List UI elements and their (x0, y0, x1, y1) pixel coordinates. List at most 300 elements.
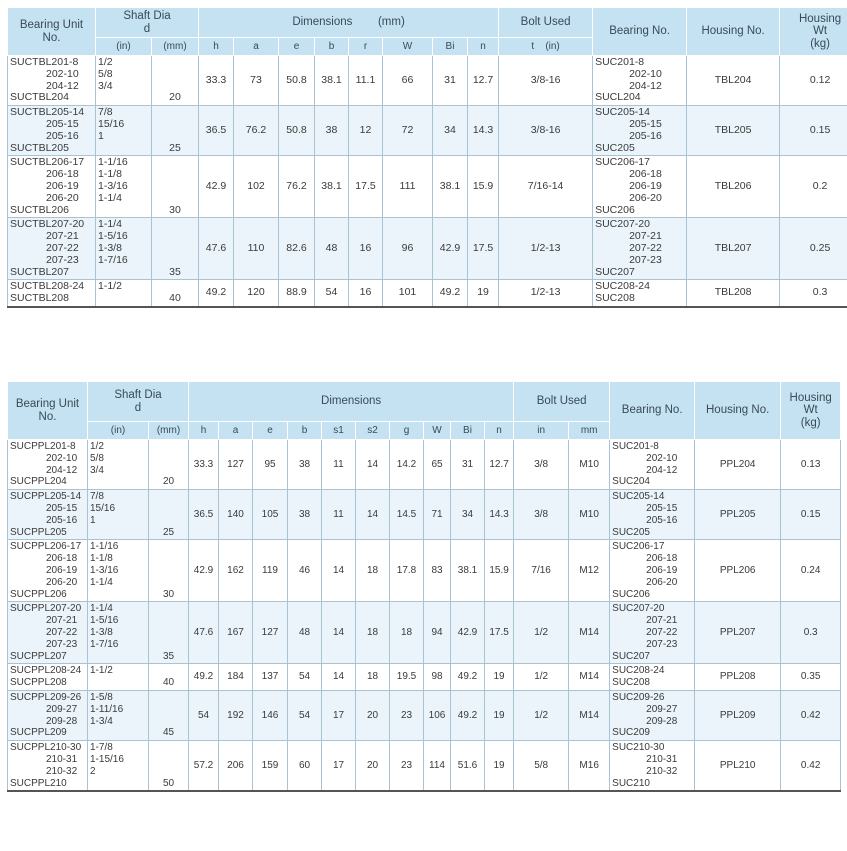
dim-g-cell: 17.8 (390, 540, 424, 602)
dim-a-cell: 140 (219, 490, 253, 540)
unit-line: SUCTBL204 (10, 91, 69, 104)
inch-line: 1-7/8 (90, 742, 113, 754)
housing-no-cell: PPL208 (695, 664, 781, 691)
subheader-cell: W (424, 422, 451, 440)
dim-s2-cell: 20 (356, 741, 390, 792)
bearing-no-cell (593, 56, 687, 106)
inch-line: 1-11/16 (90, 703, 124, 715)
bolt-bin-cell: 7/16 (514, 540, 569, 602)
unit-line: SUCTBL206 (10, 203, 69, 216)
bearing-unit-cell (8, 106, 96, 156)
bearing-line: 207-21 (629, 230, 662, 243)
dim-e-cell: 146 (253, 690, 288, 740)
subheader-cell: r (349, 38, 383, 56)
unit-line: SUCPPL204 (10, 476, 67, 488)
unit-line: SUCPPL210-30 (10, 742, 82, 754)
unit-line: SUCTBL205-14 (10, 106, 85, 119)
housing-wt-cell: 0.15 (781, 490, 841, 540)
unit-line: SUCTBL201-8 (10, 56, 79, 68)
bearing-line: 207-22 (629, 241, 662, 254)
housing-wt-cell: 0.13 (781, 440, 841, 490)
shaft-mm-cell: 35 (149, 602, 189, 664)
dim-s2-cell: 14 (356, 490, 390, 540)
subheader-cell: (in) (96, 38, 152, 56)
dim-w-cell: 66 (383, 56, 433, 106)
bearing-line: 205-15 (646, 502, 678, 514)
subheader-cell: n (468, 38, 499, 56)
bearing-line: 210-31 (646, 753, 678, 765)
subheader-cell: a (234, 38, 279, 56)
bearing-no-cell (610, 440, 695, 490)
subheader-cell: (in) (88, 422, 149, 440)
bearing-unit-cell (8, 156, 96, 218)
inch-line: 1 (90, 514, 96, 526)
bolt-bmm-cell: M12 (569, 540, 610, 602)
bearing-line: 207-23 (646, 638, 678, 650)
inch-line: 1-1/4 (90, 603, 113, 615)
unit-line: 209-27 (46, 703, 78, 715)
dim-b-cell: 54 (288, 690, 322, 740)
housing-no-cell: PPL205 (695, 490, 781, 540)
shaft-in-cell (96, 218, 152, 280)
inch-line: 5/8 (98, 67, 113, 80)
inch-line: 3/4 (90, 464, 104, 476)
inch-line: 1-1/2 (90, 665, 113, 677)
dim-n-cell: 19 (485, 690, 514, 740)
bearing-no-cell (610, 741, 695, 792)
shaft-in-cell (96, 106, 152, 156)
shaft-in-cell (88, 741, 149, 792)
bearing-line: SUC208-24 (612, 665, 665, 677)
bolt-bin-cell: 3/8 (514, 490, 569, 540)
table-row (8, 440, 841, 490)
unit-line: 207-23 (46, 638, 78, 650)
dim-s1-cell: 11 (322, 440, 356, 490)
bolt-bmm-cell: M14 (569, 690, 610, 740)
subheader-cell: in (514, 422, 569, 440)
bearing-unit-cell (8, 280, 96, 307)
inch-line: 1/2 (98, 56, 113, 68)
header-shaft-dia: Shaft Dia d (88, 382, 189, 422)
housing-no-cell: TBL208 (687, 280, 780, 307)
bearing-unit-cell (8, 540, 88, 602)
unit-line: 207-23 (46, 253, 79, 266)
bearing-line: 202-10 (646, 452, 678, 464)
unit-line: 206-20 (46, 576, 78, 588)
unit-line: 207-22 (46, 626, 78, 638)
header-housing-wt: Housing Wt (kg) (780, 8, 847, 56)
housing-wt-cell: 0.25 (780, 218, 847, 280)
subheader-cell: h (199, 38, 234, 56)
bearing-line: SUC206 (595, 203, 635, 216)
bearing-line: 205-16 (646, 514, 678, 526)
dim-bi-cell: 38.1 (451, 540, 485, 602)
housing-wt-cell: 0.35 (781, 664, 841, 691)
header-bearing-unit: Bearing Unit No. (8, 8, 96, 56)
table-row (8, 218, 847, 280)
inch-line: 1-1/4 (98, 218, 122, 231)
shaft-mm-cell: 40 (152, 280, 199, 307)
table-row (8, 56, 847, 106)
inch-line: 15/16 (90, 502, 116, 514)
bearing-line: SUC205-14 (612, 491, 665, 503)
bearing-line: 206-20 (646, 576, 678, 588)
inch-line: 1-1/4 (90, 576, 113, 588)
dim-b-cell: 38 (315, 106, 349, 156)
bearing-unit-cell (8, 664, 88, 691)
dim-bi-cell: 49.2 (433, 280, 468, 307)
header-dimensions: Dimensions (189, 382, 514, 422)
bearing-line: SUC210 (612, 777, 650, 789)
unit-line: SUCTBL208-24 (10, 280, 85, 293)
header-dimensions: Dimensions (mm) (199, 8, 499, 38)
bearing-line: SUCL204 (595, 91, 641, 104)
dim-b-cell: 46 (288, 540, 322, 602)
housing-wt-cell: 0.3 (781, 602, 841, 664)
housing-no-cell: PPL204 (695, 440, 781, 490)
bearing-line: 209-27 (646, 703, 678, 715)
dim-n-cell: 15.9 (468, 156, 499, 218)
housing-wt-cell: 0.24 (781, 540, 841, 602)
dim-n-cell: 12.7 (485, 440, 514, 490)
subheader-cell: mm (569, 422, 610, 440)
housing-no-cell: TBL205 (687, 106, 780, 156)
dim-r-cell: 12 (349, 106, 383, 156)
bearing-line: SUC205 (595, 141, 635, 154)
unit-line: 206-20 (46, 191, 79, 204)
bearing-no-cell (593, 218, 687, 280)
table-row (8, 106, 847, 156)
dim-r-cell: 17.5 (349, 156, 383, 218)
shaft-mm-cell: 40 (149, 664, 189, 691)
dim-r-cell: 16 (349, 280, 383, 307)
bearing-no-cell (610, 690, 695, 740)
housing-wt-cell: 0.15 (780, 106, 847, 156)
unit-line: 202-10 (46, 67, 79, 80)
bearing-line: 206-18 (629, 168, 662, 181)
dim-w-cell: 98 (424, 664, 451, 691)
dim-w-cell: 94 (424, 602, 451, 664)
dim-n-cell: 17.5 (468, 218, 499, 280)
dim-e-cell: 50.8 (279, 56, 315, 106)
shaft-in-cell (96, 280, 152, 307)
dim-h-cell: 36.5 (189, 490, 219, 540)
bearing-line: SUC206 (612, 588, 650, 600)
dim-n-cell: 14.3 (468, 106, 499, 156)
housing-wt-cell: 0.42 (781, 690, 841, 740)
subheader-cell: (mm) (149, 422, 189, 440)
unit-line: 204-12 (46, 464, 78, 476)
unit-line: 210-31 (46, 753, 78, 765)
table-row (8, 540, 841, 602)
unit-line: SUCPPL209 (10, 727, 67, 739)
subheader-cell: s2 (356, 422, 390, 440)
dim-b-cell: 48 (315, 218, 349, 280)
bearing-line: 210-32 (646, 765, 678, 777)
dim-b-cell: 38.1 (315, 56, 349, 106)
shaft-mm-cell: 25 (149, 490, 189, 540)
housing-no-cell: TBL204 (687, 56, 780, 106)
dim-s2-cell: 18 (356, 664, 390, 691)
dim-n-cell: 12.7 (468, 56, 499, 106)
dim-bi-cell: 31 (451, 440, 485, 490)
dim-bi-cell: 51.6 (451, 741, 485, 792)
dim-s1-cell: 14 (322, 540, 356, 602)
inch-line: 1-1/8 (90, 553, 113, 565)
bearing-unit-cell (8, 490, 88, 540)
shaft-mm-cell: 30 (152, 156, 199, 218)
dim-h-cell: 36.5 (199, 106, 234, 156)
bearing-line: SUC201-8 (612, 441, 659, 452)
dim-n-cell: 19 (485, 664, 514, 691)
bolt-t-cell: 1/2-13 (499, 218, 593, 280)
dim-s1-cell: 17 (322, 690, 356, 740)
dim-e-cell: 50.8 (279, 106, 315, 156)
dim-w-cell: 101 (383, 280, 433, 307)
table-row (8, 690, 841, 740)
header-housing-no: Housing No. (695, 382, 781, 440)
bearing-line: SUC209-26 (612, 691, 665, 703)
dim-s2-cell: 20 (356, 690, 390, 740)
bearing-no-cell (610, 490, 695, 540)
unit-line: SUCTBL205 (10, 141, 69, 154)
unit-line: 207-21 (46, 230, 79, 243)
bearing-line: 204-12 (629, 79, 662, 92)
dim-a-cell: 76.2 (234, 106, 279, 156)
dim-bi-cell: 34 (433, 106, 468, 156)
inch-line: 1-3/16 (90, 564, 119, 576)
dim-a-cell: 206 (219, 741, 253, 792)
bearing-line: 206-18 (646, 553, 678, 565)
dim-w-cell: 71 (424, 490, 451, 540)
bearing-line: SUC206-17 (612, 541, 665, 553)
header-bearing-unit: Bearing Unit No. (8, 382, 88, 440)
dim-n-cell: 19 (468, 280, 499, 307)
dim-w-cell: 65 (424, 440, 451, 490)
unit-line: 205-16 (46, 129, 79, 142)
inch-line: 1-3/16 (98, 179, 128, 192)
bearing-line: SUC208 (595, 292, 635, 305)
dim-h-cell: 47.6 (189, 602, 219, 664)
subheader-cell: b (315, 38, 349, 56)
shaft-mm-cell: 20 (152, 56, 199, 106)
dim-h-cell: 33.3 (189, 440, 219, 490)
housing-no-cell: TBL206 (687, 156, 780, 218)
bearing-line: 206-19 (629, 179, 662, 192)
shaft-mm-cell: 45 (149, 690, 189, 740)
shaft-in-cell (96, 56, 152, 106)
dim-h-cell: 47.6 (199, 218, 234, 280)
housing-wt-cell: 0.3 (780, 280, 847, 307)
dim-e-cell: 119 (253, 540, 288, 602)
inch-line: 1 (98, 129, 104, 142)
dim-b-cell: 38.1 (315, 156, 349, 218)
dim-b-cell: 54 (288, 664, 322, 691)
unit-line: SUCPPL207 (10, 650, 67, 662)
unit-line: 207-21 (46, 615, 78, 627)
table-row (8, 741, 841, 792)
bolt-bmm-cell: M16 (569, 741, 610, 792)
unit-line: 206-19 (46, 564, 78, 576)
bearing-no-cell (610, 602, 695, 664)
dim-a-cell: 120 (234, 280, 279, 307)
dim-e-cell: 159 (253, 741, 288, 792)
shaft-in-cell (88, 490, 149, 540)
shaft-in-cell (88, 664, 149, 691)
unit-line: 204-12 (46, 79, 79, 92)
dim-s2-cell: 18 (356, 540, 390, 602)
subheader-cell: Bi (433, 38, 468, 56)
dim-e-cell: 76.2 (279, 156, 315, 218)
dim-b-cell: 38 (288, 440, 322, 490)
unit-line: 209-28 (46, 715, 78, 727)
dim-s1-cell: 14 (322, 664, 356, 691)
dim-e-cell: 88.9 (279, 280, 315, 307)
bearing-line: 207-22 (646, 626, 678, 638)
bearing-line: SUC208 (612, 677, 650, 689)
subheader-cell: n (485, 422, 514, 440)
dim-r-cell: 11.1 (349, 56, 383, 106)
shaft-mm-cell: 20 (149, 440, 189, 490)
subheader-cell: t (in) (499, 38, 593, 56)
dim-n-cell: 15.9 (485, 540, 514, 602)
unit-line: 206-19 (46, 179, 79, 192)
bearing-line: SUC201-8 (595, 56, 645, 68)
ppl-series-table (7, 381, 841, 792)
inch-line: 1-1/8 (98, 168, 122, 181)
dim-g-cell: 18 (390, 602, 424, 664)
subheader-cell: W (383, 38, 433, 56)
shaft-in-cell (88, 602, 149, 664)
dim-e-cell: 127 (253, 602, 288, 664)
unit-line: SUCPPL206-17 (10, 541, 82, 553)
bearing-unit-cell (8, 741, 88, 792)
inch-line: 1-7/16 (98, 253, 128, 266)
dim-e-cell: 137 (253, 664, 288, 691)
inch-line: 1-5/8 (90, 691, 113, 703)
subheader-cell: Bi (451, 422, 485, 440)
table-row (8, 156, 847, 218)
dim-s2-cell: 14 (356, 440, 390, 490)
unit-line: SUCPPL201-8 (10, 441, 76, 452)
bearing-no-cell (610, 540, 695, 602)
bolt-bin-cell: 1/2 (514, 690, 569, 740)
dim-a-cell: 162 (219, 540, 253, 602)
bearing-no-cell (593, 106, 687, 156)
bearing-no-cell (593, 280, 687, 307)
dim-w-cell: 106 (424, 690, 451, 740)
inch-line: 7/8 (98, 106, 113, 119)
dim-a-cell: 127 (219, 440, 253, 490)
bolt-t-cell: 3/8-16 (499, 56, 593, 106)
dim-e-cell: 95 (253, 440, 288, 490)
bearing-line: SUC205-14 (595, 106, 650, 119)
dim-n-cell: 19 (485, 741, 514, 792)
inch-line: 2 (90, 765, 96, 777)
dim-s2-cell: 18 (356, 602, 390, 664)
unit-line: SUCPPL205 (10, 526, 67, 538)
bolt-bin-cell: 1/2 (514, 664, 569, 691)
bolt-bmm-cell: M10 (569, 440, 610, 490)
bearing-line: SUC209 (612, 727, 650, 739)
header-shaft-dia: Shaft Dia d (96, 8, 199, 38)
tbl-series-body (8, 56, 847, 307)
bolt-bin-cell: 3/8 (514, 440, 569, 490)
housing-no-cell: PPL210 (695, 741, 781, 792)
dim-bi-cell: 49.2 (451, 664, 485, 691)
inch-line: 1-15/16 (90, 753, 124, 765)
unit-line: SUCPPL210 (10, 777, 67, 789)
dim-b-cell: 54 (315, 280, 349, 307)
shaft-in-cell (88, 440, 149, 490)
bearing-line: 202-10 (629, 67, 662, 80)
bearing-unit-cell (8, 56, 96, 106)
unit-line: 206-18 (46, 553, 78, 565)
bolt-bmm-cell: M10 (569, 490, 610, 540)
inch-line: 1-3/4 (90, 715, 113, 727)
unit-line: 205-16 (46, 514, 78, 526)
dim-w-cell: 111 (383, 156, 433, 218)
bearing-line: SUC207 (612, 650, 650, 662)
dim-bi-cell: 42.9 (433, 218, 468, 280)
dim-s1-cell: 14 (322, 602, 356, 664)
dim-s1-cell: 17 (322, 741, 356, 792)
bearing-unit-cell (8, 602, 88, 664)
dim-bi-cell: 31 (433, 56, 468, 106)
dim-h-cell: 54 (189, 690, 219, 740)
table-row (8, 280, 847, 307)
housing-wt-cell: 0.42 (781, 741, 841, 792)
shaft-in-cell (88, 690, 149, 740)
bearing-unit-cell (8, 440, 88, 490)
subheader-cell: g (390, 422, 424, 440)
bearing-line: SUC210-30 (612, 742, 665, 754)
inch-line: 15/16 (98, 117, 125, 130)
bearing-unit-cell (8, 690, 88, 740)
header-bolt-used: Bolt Used (499, 8, 593, 38)
inch-line: 1/2 (90, 441, 104, 452)
dim-w-cell: 83 (424, 540, 451, 602)
unit-line: SUCPPL208 (10, 677, 67, 689)
dim-w-cell: 72 (383, 106, 433, 156)
unit-line: 207-22 (46, 241, 79, 254)
bearing-line: SUC206-17 (595, 156, 650, 169)
shaft-in-cell (88, 540, 149, 602)
housing-wt-cell: 0.2 (780, 156, 847, 218)
bearing-line: SUC205 (612, 526, 650, 538)
unit-line: SUCPPL205-14 (10, 491, 82, 503)
dim-h-cell: 42.9 (199, 156, 234, 218)
unit-line: 206-18 (46, 168, 79, 181)
dim-s1-cell: 11 (322, 490, 356, 540)
dim-b-cell: 38 (288, 490, 322, 540)
inch-line: 3/4 (98, 79, 113, 92)
dim-w-cell: 96 (383, 218, 433, 280)
table-row (8, 490, 841, 540)
bolt-t-cell: 7/16-14 (499, 156, 593, 218)
housing-no-cell: PPL209 (695, 690, 781, 740)
header-bearing-no: Bearing No. (610, 382, 695, 440)
bearing-no-cell (593, 156, 687, 218)
bearing-no-cell (610, 664, 695, 691)
ppl-series-body (8, 440, 841, 792)
dim-b-cell: 48 (288, 602, 322, 664)
dim-r-cell: 16 (349, 218, 383, 280)
shaft-in-cell (96, 156, 152, 218)
housing-no-cell: TBL207 (687, 218, 780, 280)
inch-line: 1-1/16 (98, 156, 128, 169)
unit-line: SUCPPL206 (10, 588, 67, 600)
